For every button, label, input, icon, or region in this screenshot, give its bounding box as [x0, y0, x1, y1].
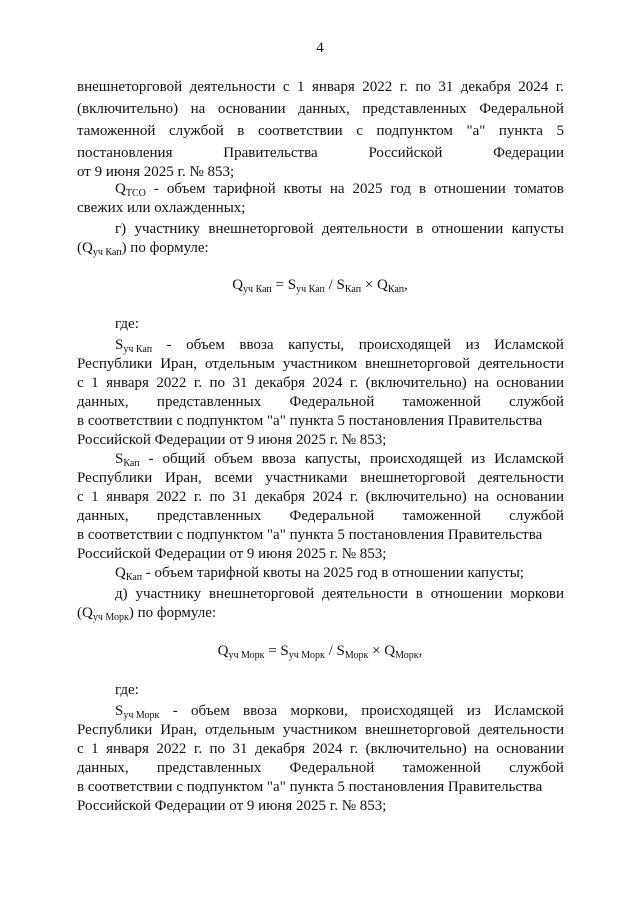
word: - — [172, 703, 178, 719]
word: постановления — [77, 145, 173, 161]
word: ввоза — [239, 337, 274, 353]
word: 2024 — [312, 741, 343, 757]
word: - — [166, 337, 172, 353]
word: Правительства — [223, 145, 318, 161]
where-label: где: — [115, 316, 139, 332]
formula-carrot: $Q_{уч Морк} = S_{уч Морк} / S_{Морк} \times Q_{Морк}$, — [217, 643, 423, 661]
definition-q-kap: $Q_{Кап}$ - объем тарифной квоты на 2025 год в отношении капусты; — [115, 565, 525, 583]
word: пункта — [498, 123, 543, 139]
word: основании — [496, 741, 564, 757]
word: января — [311, 79, 355, 95]
word: ввоза — [243, 703, 278, 719]
word: моркови — [510, 586, 564, 602]
word: г) — [115, 221, 127, 237]
word: квоты — [283, 181, 322, 197]
word: Федерации — [493, 145, 564, 161]
word: капусты — [511, 221, 564, 237]
word: Республики — [77, 470, 153, 486]
word: всеми — [214, 470, 253, 486]
word: отдельным — [204, 722, 275, 738]
word: деятельности — [189, 79, 276, 95]
word: г. — [349, 489, 359, 505]
word: подпунктом — [376, 123, 453, 139]
word: представленных — [362, 101, 467, 117]
item-g-line — [115, 220, 564, 238]
definition-q-tco — [115, 180, 564, 198]
word: внешнеторговой — [208, 586, 315, 602]
word: таможенной — [402, 508, 481, 524]
word: 2025 — [352, 181, 383, 197]
text-line — [77, 721, 564, 739]
word: объем — [191, 703, 230, 719]
word: 2022 — [156, 375, 187, 391]
text-line: Российской Федерации от 9 июня 2025 г. № 853; — [77, 798, 387, 814]
word: представленных — [156, 508, 262, 524]
word: представленных — [156, 394, 262, 410]
text-line — [77, 488, 564, 506]
word: 2024 — [312, 375, 343, 391]
word: таможенной — [77, 123, 156, 139]
word: января — [106, 741, 149, 757]
word: по — [209, 741, 226, 757]
word: капусты, — [288, 337, 345, 353]
word: Федеральной — [479, 101, 564, 117]
word: с — [282, 79, 290, 95]
word: в — [416, 221, 424, 237]
word: отношении — [430, 586, 503, 602]
definition-s-uch-kap — [115, 336, 564, 354]
word: томатов — [513, 181, 564, 197]
text-line — [77, 759, 564, 777]
word: (включительно) — [365, 375, 467, 391]
word: участником — [282, 356, 358, 372]
word: происходящей — [369, 451, 463, 467]
word: января — [106, 489, 149, 505]
text-line — [77, 469, 564, 487]
word: 1 — [91, 375, 99, 391]
word: 31 — [438, 79, 454, 95]
word: 31 — [232, 375, 248, 391]
word: декабря — [460, 79, 511, 95]
word: отношении — [434, 181, 506, 197]
text-line — [77, 740, 564, 758]
word: на — [329, 181, 345, 197]
word: ввоза — [261, 451, 296, 467]
word: участнику — [135, 586, 202, 602]
text-line — [77, 78, 564, 96]
word: внешнеторговой — [208, 221, 314, 237]
word: 2024 — [518, 79, 549, 95]
word: данных, — [298, 101, 350, 117]
word: тарифной — [213, 181, 276, 197]
word: г. — [349, 375, 359, 391]
word: участниками — [265, 470, 348, 486]
word: с — [77, 375, 84, 391]
text-line: Российской Федерации от 9 июня 2025 г. № 853; — [77, 432, 387, 448]
word: из — [465, 337, 480, 353]
word: службой — [509, 760, 564, 776]
symbol-s-kap: $S_{Кап}$ — [115, 451, 140, 469]
text-line — [77, 100, 564, 118]
word: отношении — [431, 221, 504, 237]
word: данных, — [77, 760, 129, 776]
word: д) — [115, 586, 128, 602]
item-g-formula-intro: $(Q_{уч Кап})$ по формуле: — [77, 240, 209, 258]
word: таможенной — [402, 394, 481, 410]
word: - — [153, 181, 159, 197]
definition-s-kap — [115, 450, 564, 468]
word: данных, — [77, 394, 129, 410]
word: г. — [193, 741, 203, 757]
symbol-s-uch-mork: $S_{уч Морк}$ — [115, 703, 160, 721]
word: на — [474, 489, 489, 505]
word: января — [106, 375, 149, 391]
text-line — [77, 374, 564, 392]
word: из — [466, 703, 481, 719]
text-line: в соответствии с подпунктом "а" пункта 5 постановления Правительства — [77, 779, 543, 795]
word: участником — [282, 722, 358, 738]
word: Исламской — [494, 451, 564, 467]
word: соответствии — [257, 123, 343, 139]
word: деятельности — [322, 586, 408, 602]
word: внешнеторговой — [364, 722, 471, 738]
word: представленных — [156, 760, 262, 776]
text-line — [77, 507, 564, 525]
word: г. — [193, 489, 203, 505]
word: капусты, — [304, 451, 361, 467]
text-line: от 9 июня 2025 г. № 853; — [77, 164, 235, 180]
word: 1 — [91, 489, 99, 505]
definition-s-uch-mork — [115, 702, 564, 720]
word: моркови, — [290, 703, 348, 719]
word: на — [474, 741, 489, 757]
word: внешнеторговой — [364, 356, 471, 372]
word: происходящей — [358, 337, 452, 353]
word: в — [418, 181, 427, 197]
text-line — [77, 393, 564, 411]
word: внешнеторговой — [77, 79, 183, 95]
text-line: в соответствии с подпунктом "а" пункта 5 постановления Правительства — [77, 413, 543, 429]
word: г. — [193, 375, 203, 391]
word: Республики — [77, 356, 153, 372]
word: деятельности — [478, 470, 564, 486]
word: г. — [399, 79, 408, 95]
word: г. — [349, 741, 359, 757]
word: 31 — [232, 741, 248, 757]
word: 5 — [556, 123, 564, 139]
word: на — [474, 375, 489, 391]
word: основании — [496, 375, 564, 391]
word: Российской — [368, 145, 443, 161]
item-d-formula-intro: $(Q_{уч Морк})$ по формуле: — [77, 605, 217, 623]
word: по — [209, 375, 226, 391]
word: с — [77, 489, 84, 505]
word: деятельности — [321, 221, 408, 237]
text-line: Российской Федерации от 9 июня 2025 г. № 853; — [77, 546, 387, 562]
word: деятельности — [478, 356, 564, 372]
symbol-q-tco: $Q_{TCO}$ — [115, 181, 146, 199]
word: (включительно) — [365, 741, 467, 757]
word: объем — [186, 337, 225, 353]
word: таможенной — [402, 760, 481, 776]
word: с — [356, 123, 363, 139]
word: в — [237, 123, 245, 139]
word: службой — [509, 394, 564, 410]
word: основании — [217, 101, 286, 117]
word: по — [415, 79, 431, 95]
word: объем — [166, 181, 206, 197]
word: 1 — [297, 79, 305, 95]
page-number: 4 — [316, 40, 324, 56]
word: 31 — [232, 489, 248, 505]
word: на — [190, 101, 206, 117]
where-label: где: — [115, 682, 139, 698]
word: г. — [555, 79, 564, 95]
word: Федеральной — [289, 394, 375, 410]
word: деятельности — [478, 722, 564, 738]
word: службой — [168, 123, 224, 139]
word: Республики — [77, 722, 153, 738]
word: Федеральной — [289, 760, 375, 776]
word: декабря — [254, 375, 306, 391]
word: из — [471, 451, 486, 467]
formula-cabbage: $Q_{уч Кап} = S_{уч Кап} / S_{Кап} \times Q_{Кап}$, — [232, 277, 408, 295]
word: 2024 — [312, 489, 343, 505]
word: Иран, — [160, 722, 197, 738]
word: 2022 — [156, 741, 187, 757]
word: Федеральной — [289, 508, 375, 524]
word: Исламской — [494, 337, 564, 353]
word: "а" — [466, 123, 486, 139]
item-d-line — [115, 585, 564, 603]
word: 1 — [91, 741, 99, 757]
word: в — [415, 586, 423, 602]
word: декабря — [254, 741, 306, 757]
symbol-s-uch-kap: $S_{уч Кап}$ — [115, 337, 153, 355]
word: декабря — [254, 489, 306, 505]
word: основании — [496, 489, 564, 505]
word: 2022 — [362, 79, 393, 95]
word: - — [148, 451, 154, 467]
text-line — [77, 122, 564, 140]
word: 2022 — [156, 489, 187, 505]
word: Исламской — [494, 703, 564, 719]
word: службой — [509, 508, 564, 524]
word: Иран, — [160, 356, 197, 372]
text-line: в соответствии с подпунктом "а" пункта 5 постановления Правительства — [77, 527, 543, 543]
word: внешнеторговой — [360, 470, 466, 486]
word: с — [77, 741, 84, 757]
word: Иран, — [164, 470, 202, 486]
text-line — [77, 144, 564, 162]
word: участнику — [134, 221, 201, 237]
word: отдельным — [204, 356, 275, 372]
word: происходящей — [361, 703, 454, 719]
word: данных, — [77, 508, 129, 524]
text-line — [77, 355, 564, 373]
word: (включительно) — [365, 489, 467, 505]
word: объем — [214, 451, 253, 467]
text-line: свежих или охлажденных; — [77, 200, 246, 216]
word: общий — [162, 451, 206, 467]
word: (включительно) — [77, 101, 179, 117]
word: год — [390, 181, 411, 197]
word: по — [209, 489, 226, 505]
